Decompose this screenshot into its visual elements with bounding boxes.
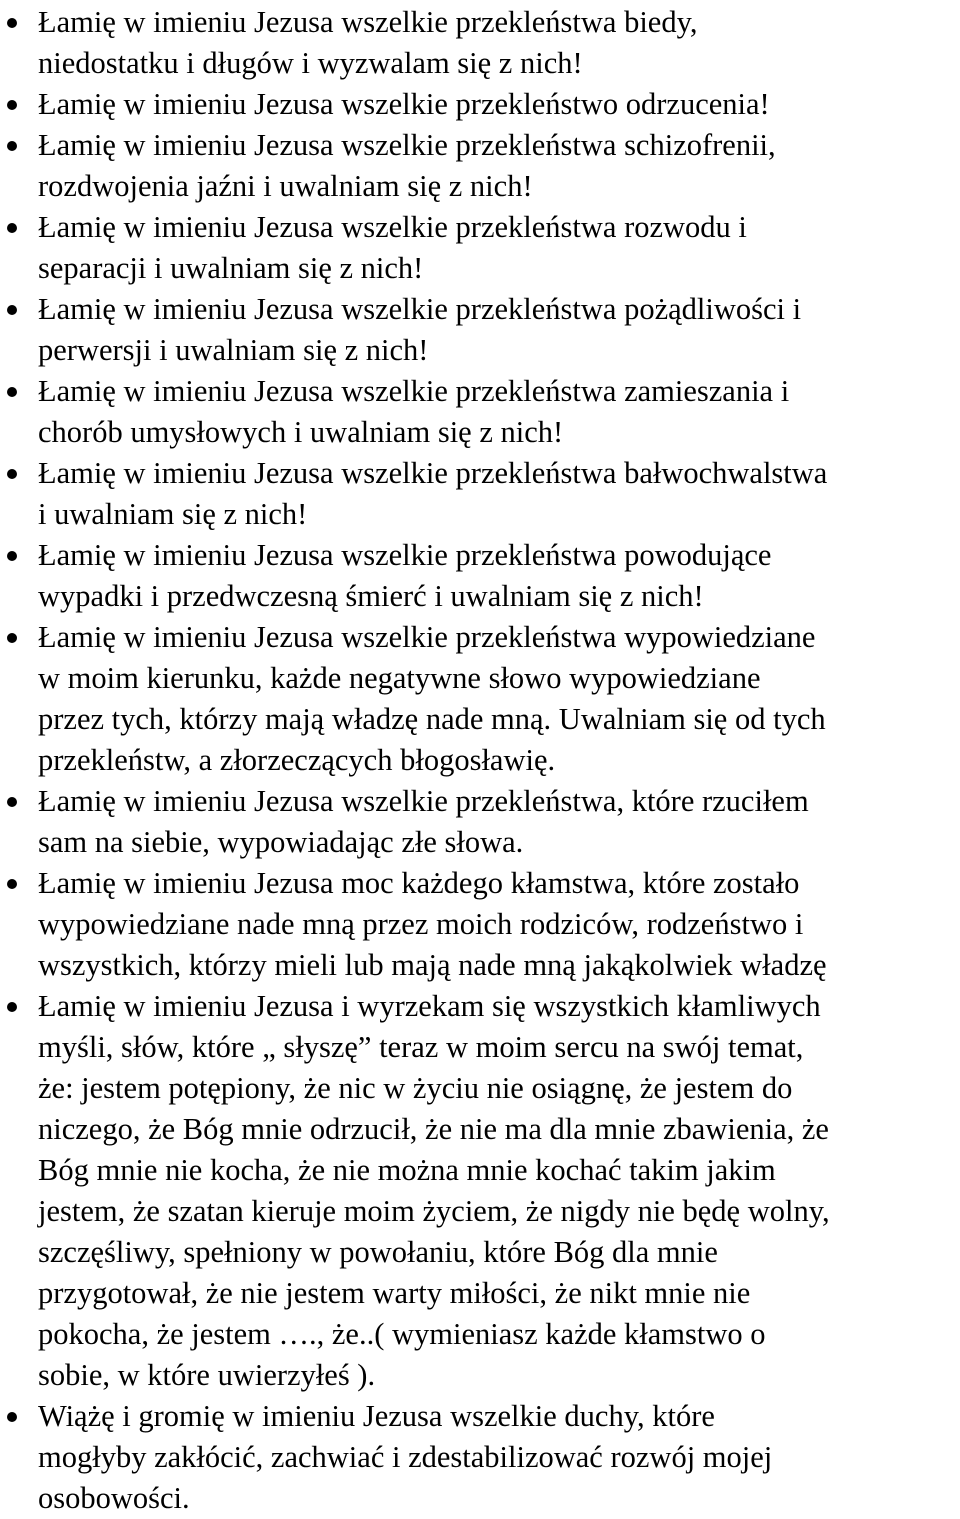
list-item	[38, 617, 960, 781]
bullet-icon	[7, 633, 17, 643]
list-item-text-line: pokocha, że jestem …., że..( wymieniasz każde kłamstwo o	[38, 1317, 766, 1351]
list-item-text-line: Łamię w imieniu Jezusa wszelkie przekleństwa powodujące	[38, 538, 772, 572]
list-item-text-line: niczego, że Bóg mnie odrzucił, że nie ma dla mnie zbawienia, że	[38, 1112, 829, 1146]
list-item-text-line: przygotował, że nie jestem warty miłości, że nikt mnie nie	[38, 1276, 751, 1310]
list-item-text-line: Łamię w imieniu Jezusa i wyrzekam się wszystkich kłamliwych	[38, 989, 821, 1023]
list-item-text-line: separacji i uwalniam się z nich!	[38, 251, 424, 285]
list-item-text-line: przekleństw, a złorzeczących błogosławię.	[38, 743, 556, 777]
list-item-text-line: Wiążę i gromię w imieniu Jezusa wszelkie duchy, które	[38, 1399, 715, 1433]
list-item-text-line: wszystkich, którzy mieli lub mają nade mną jakąkolwiek władzę	[38, 948, 827, 982]
bullet-icon	[7, 551, 17, 561]
list-item-text-line: Łamię w imieniu Jezusa wszelkie przekleństwa, które rzuciłem	[38, 784, 809, 818]
list-item	[38, 863, 960, 986]
bullet-icon	[7, 1002, 17, 1012]
list-item-text-line: Łamię w imieniu Jezusa wszelkie przekleństwa zamieszania i	[38, 374, 790, 408]
document-page	[0, 2, 960, 1519]
bullet-icon	[7, 305, 17, 315]
list-item-text-line: wypowiedziane nade mną przez moich rodziców, rodzeństwo i	[38, 907, 804, 941]
list-item-text-line: Łamię w imieniu Jezusa wszelkie przekleństwa schizofrenii,	[38, 128, 776, 162]
list-item	[38, 289, 960, 371]
list-item-text-line: myśli, słów, które „ słyszę” teraz w moim sercu na swój temat,	[38, 1030, 804, 1064]
list-item-text-line: sam na siebie, wypowiadając złe słowa.	[38, 825, 524, 859]
list-item-text-line: szczęśliwy, spełniony w powołaniu, które Bóg dla mnie	[38, 1235, 718, 1269]
list-item	[38, 125, 960, 207]
bullet-icon	[7, 1412, 17, 1422]
list-item-text-line: niedostatku i długów i wyzwalam się z nich!	[38, 46, 583, 80]
list-item-text-line: w moim kierunku, każde negatywne słowo wypowiedziane	[38, 661, 761, 695]
list-item-text-line: jestem, że szatan kieruje moim życiem, że nigdy nie będę wolny,	[38, 1194, 830, 1228]
list-item-text-line: przez tych, którzy mają władzę nade mną. Uwalniam się od tych	[38, 702, 826, 736]
list-item-text-line: Łamię w imieniu Jezusa wszelkie przekleństwa rozwodu i	[38, 210, 747, 244]
bullet-icon	[7, 469, 17, 479]
list-item	[38, 2, 960, 84]
bullet-icon	[7, 387, 17, 397]
list-item-text-line: Bóg mnie nie kocha, że nie można mnie kochać takim jakim	[38, 1153, 776, 1187]
list-item	[38, 371, 960, 453]
list-item-text-line: Łamię w imieniu Jezusa moc każdego kłamstwa, które zostało	[38, 866, 800, 900]
list-item-text-line: Łamię w imieniu Jezusa wszelkie przekleństwa pożądliwości i	[38, 292, 802, 326]
list-item	[38, 207, 960, 289]
list-item-text-line: wypadki i przedwczesną śmierć i uwalniam się z nich!	[38, 579, 704, 613]
bullet-icon	[7, 797, 17, 807]
bullet-list	[0, 2, 960, 1519]
list-item-text-line: perwersji i uwalniam się z nich!	[38, 333, 429, 367]
bullet-icon	[7, 18, 17, 28]
list-item-text-line: chorób umysłowych i uwalniam się z nich!	[38, 415, 564, 449]
list-item	[38, 453, 960, 535]
list-item	[38, 84, 960, 125]
list-item-text-line: rozdwojenia jaźni i uwalniam się z nich!	[38, 169, 533, 203]
list-item	[38, 986, 960, 1396]
bullet-icon	[7, 100, 17, 110]
list-item-text-line: Łamię w imieniu Jezusa wszelkie przekleństwo odrzucenia!	[38, 87, 770, 121]
bullet-icon	[7, 223, 17, 233]
list-item-text-line: że: jestem potępiony, że nic w życiu nie osiągnę, że jestem do	[38, 1071, 793, 1105]
bullet-icon	[7, 141, 17, 151]
list-item-text-line: mogłyby zakłócić, zachwiać i zdestabilizować rozwój mojej	[38, 1440, 773, 1474]
list-item	[38, 1396, 960, 1519]
list-item-text-line: osobowości.	[38, 1481, 190, 1515]
list-item-text-line: Łamię w imieniu Jezusa wszelkie przekleństwa bałwochwalstwa	[38, 456, 828, 490]
bullet-icon	[7, 879, 17, 889]
list-item	[38, 781, 960, 863]
list-item-text-line: i uwalniam się z nich!	[38, 497, 308, 531]
list-item-text-line: Łamię w imieniu Jezusa wszelkie przekleństwa biedy,	[38, 5, 698, 39]
list-item-text-line: Łamię w imieniu Jezusa wszelkie przekleństwa wypowiedziane	[38, 620, 816, 654]
list-item	[38, 535, 960, 617]
list-item-text-line: sobie, w które uwierzyłeś ).	[38, 1358, 376, 1392]
